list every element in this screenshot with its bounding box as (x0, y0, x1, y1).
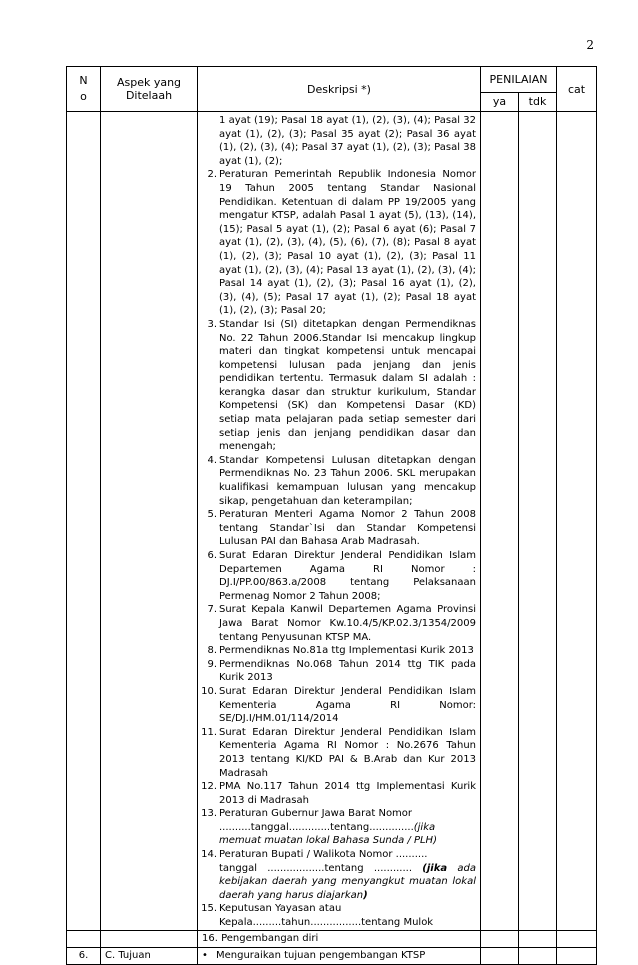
table-row (67, 947, 597, 964)
list-item: 5. Peraturan Menteri Agama Nomor 2 Tahun 2008 tentang Standar`Isi dan Standar Kompetensi Lulusan PAI dan Bahasa Arab Madrasah. (207, 509, 476, 548)
reference-list (202, 114, 476, 930)
references-cat-cell (557, 112, 597, 931)
references-tdk-cell (519, 112, 557, 931)
list-item: 13. Peraturan Gubernur Jawa Barat Nomor ..........tanggal.............tentang..............(jika memuat muatan lokal Bahasa Sunda / PLH) (201, 808, 437, 847)
row-aspek: C. Tujuan (101, 947, 198, 964)
list-item: 3. Standar Isi (SI) ditetapkan dengan Permendiknas No. 22 Tahun 2006.Standar Isi mencakup lingkup materi dan tingkat kompetensi untuk mencapai kompetensi lulusan pada jenjang dan jenis pendidikan tertentu. Termasuk dalam SI adalah : kerangka dasar dan struktur kurikulum, Standar Kompetensi (SK) dan Kompetensi Dasar (KD) setiap mata pelajaran pada setiap semester dari setiap jenis dan jenjang pendidikan dasar dan menengah; (207, 318, 476, 453)
bullet-icon: • (202, 949, 208, 961)
references-row (67, 112, 597, 931)
pengembangan-diri-cell: 16. Pengembangan diri (198, 930, 481, 947)
header-row (67, 67, 597, 93)
header-no: N o (67, 67, 101, 112)
list-item: 4. Standar Kompetensi Lulusan ditetapkan dengan Permendiknas No. 23 Tahun 2006. SKL merupakan kualifikasi kemampuan lulusan yang mencakup sikap, pengetahuan dan keterampilan; (207, 454, 476, 507)
header-deskripsi: Deskripsi *) (198, 67, 481, 112)
list-item: 1 ayat (19); Pasal 18 ayat (1), (2), (3), (4); Pasal 32 ayat (1), (2), (3); Pasal 35 ayat (2); Pasal 36 ayat (1), (2), (3), (4); Pasal 37 ayat (1), (2), (3); Pasal 38 ayat (1), (2); (219, 115, 476, 167)
list-item: 6. Surat Edaran Direktur Jenderal Pendidikan Islam Departemen Agama RI Nomor : DJ.I/PP.00/863.a/2008 tentang Pelaksanaan Permenag Nomor 2 Tahun 2008; (207, 550, 476, 602)
row-deskripsi: • Menguraikan tujuan pengembangan KTSP (198, 947, 481, 964)
row-no: 6. (67, 947, 101, 964)
list-item: 8. Permendiknas No.81a ttg Implementasi Kurik 2013 (207, 645, 474, 657)
header-ya: ya (481, 92, 519, 111)
references-no-cell (67, 112, 101, 931)
list-item: 9. Permendiknas No.068 Tahun 2014 ttg TIK pada Kurik 2013 (207, 658, 476, 684)
references-ya-cell (481, 112, 519, 931)
review-table (66, 66, 597, 965)
references-description (198, 112, 481, 931)
list-item: 11. Surat Edaran Direktur Jenderal Pendidikan Islam Kementeria Agama RI Nomor : No.2676 Tahun 2013 tentang KI/KD PAI & B.Arab dan Kur 2013 Madrasah (201, 726, 476, 779)
references-aspek-cell (101, 112, 198, 931)
list-item: 10. Surat Edaran Direktur Jenderal Pendidikan Islam Kementeria Agama RI Nomor: SE/DJ.I/HM.01/114/2014 (201, 685, 476, 725)
header-penilaian: PENILAIAN (481, 67, 557, 93)
list-item: 2. Peraturan Pemerintah Republik Indonesia Nomor 19 Tahun 2005 tentang Standar Nasional Pendidikan. Ketentuan di dalam PP 19/2005 yang mengatur KTSP, adalah Pasal 1 ayat (5), (13), (14), (15); Pasal 5 ayat (1), (2); Pasal 6 ayat (6); Pasal 7 ayat (1), (2), (3), (4), (5), (6), (7), (8); Pasal 8 ayat (1), (2), (3); Pasal 10 ayat (1), (2), (3); Pasal 11 ayat (1), (2), (3), (4); Pasal 13 ayat (1), (2), (3), (4); Pasal 14 ayat (1), (2), (3); Pasal 16 ayat (1), (2), (3), (4), (5); Pasal 17 ayat (1), (2); Pasal 18 ayat (1), (2), (3); Pasal 20; (207, 169, 476, 317)
list-item: 7. Surat Kepala Kanwil Departemen Agama Provinsi Jawa Barat Nomor Kw.10.4/5/KP.02.3/1354/2009 tentang Penyusunan KTSP MA. (207, 604, 476, 643)
header-aspek: Aspek yang Ditelaah (101, 67, 198, 112)
list-item: 12. PMA No.117 Tahun 2014 ttg Implementasi Kurik 2013 di Madrasah (201, 781, 476, 806)
list-item: 14. Peraturan Bupati / Walikota Nomor .......... tanggal ..................tentang ............ (jika ada kebijakan daerah yang menyangkut muatan lokal daerah yang harus diajarkan) (201, 849, 476, 901)
table-row (67, 930, 597, 947)
header-tdk: tdk (519, 92, 557, 111)
list-item: 15. Keputusan Yayasan atau Kepala.........tahun................tentang Mulok (201, 903, 434, 929)
page-number: 2 (586, 38, 594, 52)
header-cat: cat (557, 67, 597, 112)
